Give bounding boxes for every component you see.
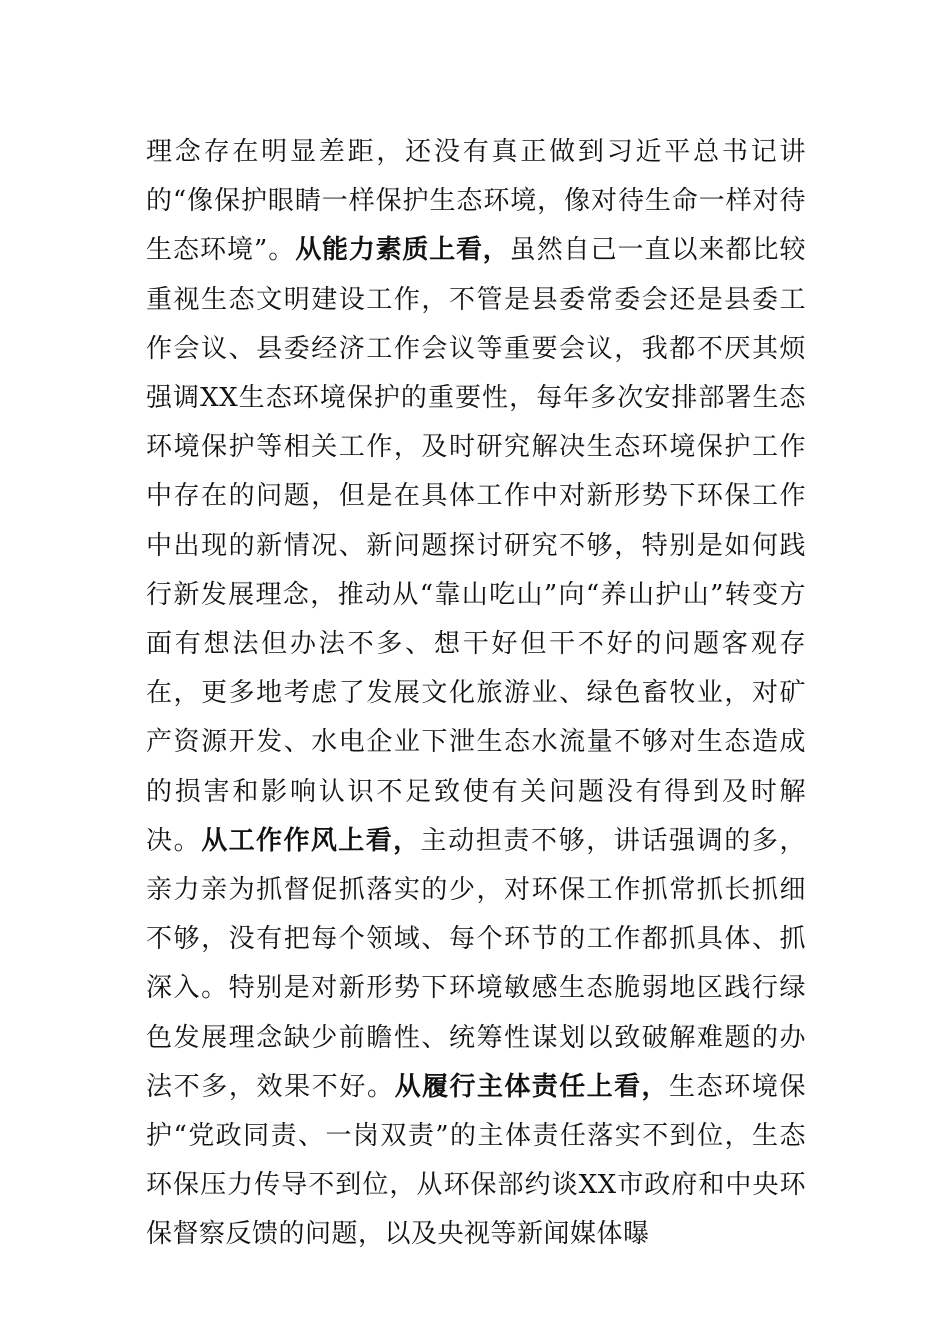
body-paragraph [146, 128, 806, 1260]
bold-heading-work-style: 从工作作风上看， [201, 825, 421, 856]
bold-heading-ability: 从能力素质上看， [295, 235, 510, 266]
text-run: 理念存在明显差距，还没有真正做到习近平总书记讲的“像保护眼睛一样保护生态环境，像对待生命一样对待生态环境”。 [146, 137, 806, 266]
text-run: 主动担责不够，讲话强调的多，亲力亲为抓督促抓落实的少，对环保工作抓常抓长抓细不够，没有把每个领域、每个环节的工作都抓具体、抓深入。特别是对新形势下环境敏感生态脆弱地区践行绿色发展理念缺少前瞻性、统筹性谋划以致破解难题的办法不多，效果不好。 [146, 825, 806, 1102]
bold-heading-responsibility: 从履行主体责任上看， [394, 1071, 669, 1102]
text-run: 虽然自己一直以来都比较重视生态文明建设工作，不管是县委常委会还是县委工作会议、县委经济工作会议等重要会议，我都不厌其烦强调XX生态环境保护的重要性，每年多次安排部署生态环境保护等相关工作，及时研究解决生态环境保护工作中存在的问题，但是在具体工作中对新形势下环保工作中出现的新情况、新问题探讨研究不够，特别是如何践行新发展理念，推动从“靠山吃山”向“养山护山”转变方面有想法但办法不多、想干好但干不好的问题客观存在，更多地考虑了发展文化旅游业、绿色畜牧业，对矿产资源开发、水电企业下泄生态水流量不够对生态造成的损害和影响认识不足致使有关问题没有得到及时解决。 [146, 235, 806, 856]
text-run: 生态环境保护“党政同责、一岗双责”的主体责任落实不到位，生态环保压力传导不到位，从环保部约谈XX市政府和中央环保督察反馈的问题，以及央视等新闻媒体曝 [146, 1071, 806, 1250]
